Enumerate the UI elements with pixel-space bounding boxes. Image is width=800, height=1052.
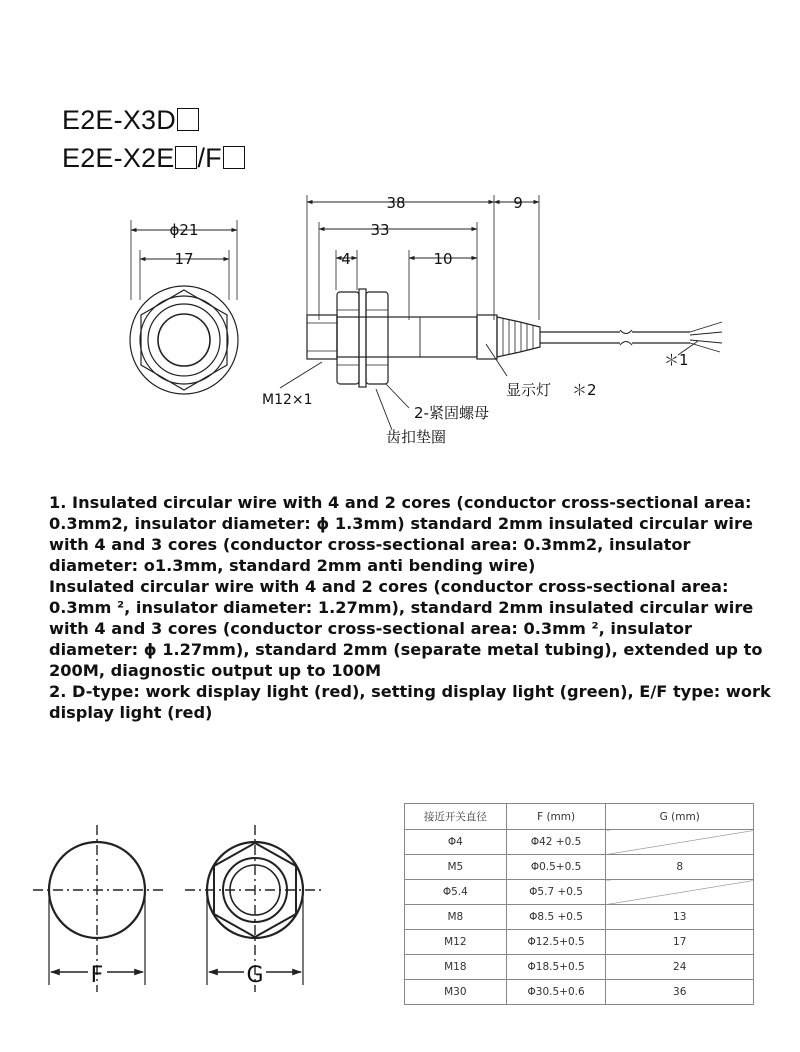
model-title-2-text: E2E-X2E <box>62 143 175 173</box>
side-view <box>280 195 722 430</box>
table-cell: M18 <box>405 955 507 980</box>
round-hole-diagram <box>33 825 163 992</box>
lock-nut-label: 2-紧固螺母 <box>414 404 489 422</box>
notes <box>49 492 784 723</box>
table-cell: 8 <box>606 855 754 880</box>
table-row <box>405 855 754 880</box>
dim-hex-label: 17 <box>174 250 194 268</box>
dim-cable-offset-label: 9 <box>513 194 523 212</box>
note-1b: Insulated circular wire with 4 and 2 cores (conductor cross-sectional area: 0.3mm ², insulator diameter: 1.27mm), standard 2mm insulated circular wire with 4 and 3 cores (conductor cross-sectional area: 0.3mm ², insulator diameter: ϕ 1.27mm), standard 2mm (separate metal tubing), extended up to 200M, diagnostic output up to 100M <box>49 577 763 680</box>
dim-diameter-label: ϕ21 <box>169 221 199 239</box>
note-1-ref: ＊1 <box>664 351 689 369</box>
f-label: F <box>90 963 104 988</box>
thread-label: M12×1 <box>262 392 313 408</box>
sensor-dimension-drawing <box>0 0 800 470</box>
g-label: G <box>246 963 264 988</box>
table-cell: Φ30.5+0.6 <box>506 980 606 1005</box>
washer-label: 齿扣垫圈 <box>386 428 447 446</box>
header-f: F (mm) <box>506 804 606 830</box>
hex-hole-diagram <box>185 825 325 992</box>
header-g: G (mm) <box>606 804 754 830</box>
table-cell: M5 <box>405 855 507 880</box>
dim-nut-width-label: 4 <box>341 250 351 268</box>
model-title-1-text: E2E-X3D <box>62 105 176 135</box>
table-row <box>405 980 754 1005</box>
table-cell: Φ5.4 <box>405 880 507 905</box>
table-row <box>405 930 754 955</box>
dim-total-length-label: 38 <box>386 194 406 212</box>
indicator-label: 显示灯 <box>506 381 552 399</box>
model-title-2-suffix: /F <box>197 143 222 173</box>
table-cell-empty <box>606 830 754 855</box>
table-cell: Φ18.5+0.5 <box>506 955 606 980</box>
table-row <box>405 880 754 905</box>
table-cell: 36 <box>606 980 754 1005</box>
table-cell: M8 <box>405 905 507 930</box>
table-cell: Φ0.5+0.5 <box>506 855 606 880</box>
table-row <box>405 830 754 855</box>
dim-indicator-length-label: 10 <box>433 250 453 268</box>
header-diameter: 接近开关直径 <box>405 804 507 830</box>
note-2: 2. D-type: work display light (red), setting display light (green), E/F type: work display light (red) <box>49 682 771 722</box>
note-2-ref: ＊2 <box>572 381 597 399</box>
front-view <box>130 220 238 394</box>
table-cell: Φ5.7 +0.5 <box>506 880 606 905</box>
table-row <box>405 955 754 980</box>
table-cell: 13 <box>606 905 754 930</box>
table-cell: M30 <box>405 980 507 1005</box>
note-1: 1. Insulated circular wire with 4 and 2 cores (conductor cross-sectional area: 0.3mm2, insulator diameter: ϕ 1.3mm) standard 2mm insulated circular wire with 4 and 3 cores (conductor cross-sectional area: 0.3mm2, insulator diameter: o1.3mm, standard 2mm anti bending wire) <box>49 493 753 575</box>
dim-thread-length-label: 33 <box>370 221 390 239</box>
table-cell-empty <box>606 880 754 905</box>
table-cell: Φ42 +0.5 <box>506 830 606 855</box>
table-row <box>405 905 754 930</box>
table-header-row <box>405 804 754 830</box>
table-cell: M12 <box>405 930 507 955</box>
hole-size-table <box>404 803 754 1005</box>
table-cell: 17 <box>606 930 754 955</box>
table-cell: 24 <box>606 955 754 980</box>
table-cell: Φ4 <box>405 830 507 855</box>
table-cell: Φ12.5+0.5 <box>506 930 606 955</box>
table-cell: Φ8.5 +0.5 <box>506 905 606 930</box>
